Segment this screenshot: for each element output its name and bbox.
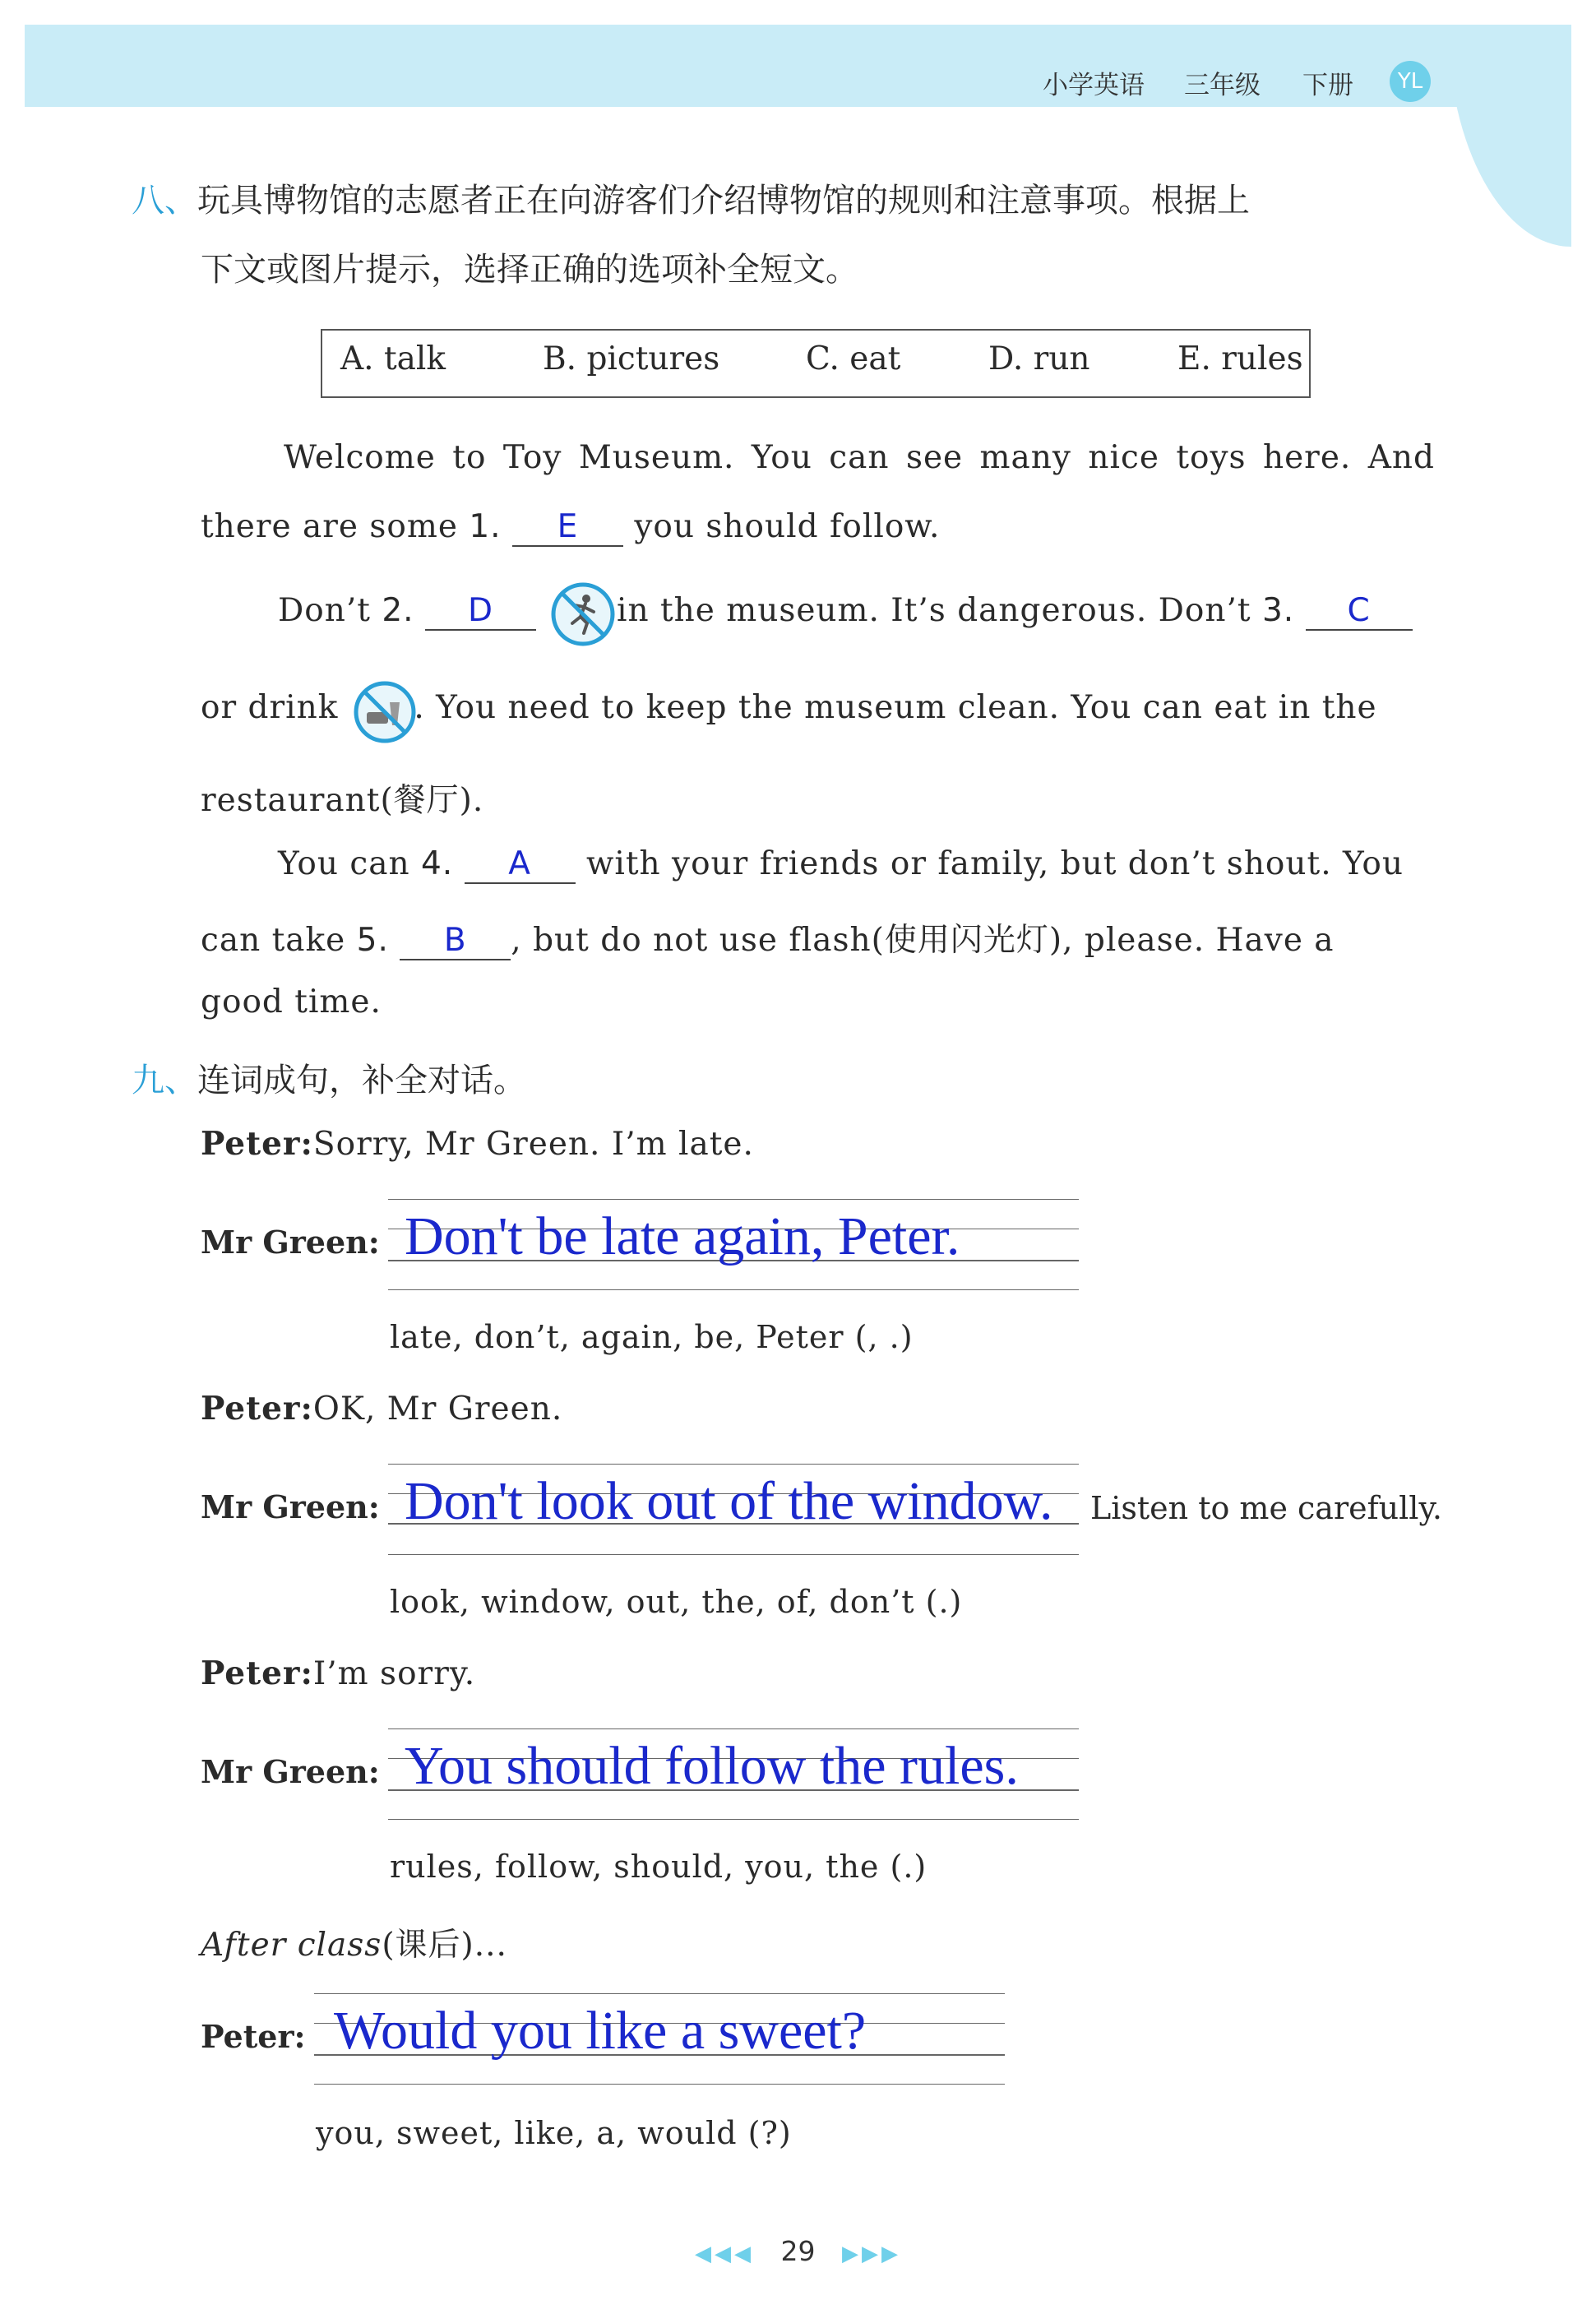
speaker-mr-green-2: Mr Green: xyxy=(201,1488,380,1525)
prev-arrows-icon: ◀◀◀ xyxy=(695,2242,754,2266)
dialogue-peter-3: Peter:I’m sorry. xyxy=(201,1654,476,1692)
header-grade: 三年级 xyxy=(1184,71,1261,100)
answer-2[interactable]: Don't look out of the window. xyxy=(405,1471,1053,1531)
passage-line1: Welcome to Toy Museum. You can see many nice toys here. And xyxy=(284,439,1435,476)
speaker-mr-green-1: Mr Green: xyxy=(201,1224,380,1261)
word-cue-3: rules, follow, should, you, the (.) xyxy=(390,1849,928,1885)
word-cue-2: look, window, out, the, of, don’t (.) xyxy=(390,1584,963,1620)
blank-2[interactable]: D xyxy=(425,592,536,631)
option-c: C. eat xyxy=(806,340,901,377)
passage-line2: there are some 1. E you should follow. xyxy=(201,508,941,545)
blank-5[interactable]: B xyxy=(400,922,511,960)
blank-1[interactable]: E xyxy=(512,508,623,547)
writing-line xyxy=(388,1289,1079,1290)
writing-line xyxy=(314,1993,1005,1994)
passage-line6: You can 4. A with your friends or family, but don’t shout. You xyxy=(278,845,1404,882)
passage-line4: or drink . You need to keep the museum clean. You can eat in the xyxy=(201,689,1377,726)
passage-line7: can take 5. B , but do not use flash(使用闪光灯), please. Have a xyxy=(201,922,1335,959)
word-cue-1: late, don’t, again, be, Peter (, .) xyxy=(390,1319,914,1355)
writing-line xyxy=(388,1728,1079,1729)
mr-green-2-continuation: Listen to me carefully. xyxy=(1090,1490,1442,1526)
writing-line xyxy=(388,1464,1079,1465)
section8-instruction-line2: 下文或图片提示，选择正确的选项补全短文。 xyxy=(201,251,858,289)
section9-number: 九、 xyxy=(132,1062,197,1099)
answer-1[interactable]: Don't be late again, Peter. xyxy=(405,1206,960,1266)
option-e: E. rules xyxy=(1177,340,1303,377)
speaker-peter-4: Peter: xyxy=(201,2018,306,2055)
next-arrows-icon: ▶▶▶ xyxy=(842,2242,901,2266)
after-class-heading: After class(课后)... xyxy=(201,1927,507,1964)
writing-line xyxy=(314,2084,1005,2085)
passage-line3: Don’t 2. D in the museum. It’s dangerous. Don’t 3. C xyxy=(278,592,1413,631)
header-wave-decoration xyxy=(1448,25,1571,247)
header-badge: YL xyxy=(1390,61,1431,102)
page-number: 29 xyxy=(780,2235,816,2267)
page-footer xyxy=(0,2235,1596,2267)
option-a: A. talk xyxy=(340,340,446,377)
no-running-icon xyxy=(549,581,617,648)
blank-3[interactable]: C xyxy=(1306,592,1413,631)
dialogue-peter-1: Peter:Sorry, Mr Green. I’m late. xyxy=(201,1125,754,1163)
answer-4[interactable]: Would you like a sweet? xyxy=(334,2001,867,2061)
section8-instruction-line1: 八、玩具博物馆的志愿者正在向游客们介绍博物馆的规则和注意事项。根据上 xyxy=(132,182,1250,220)
header-volume: 下册 xyxy=(1302,71,1353,100)
dialogue-peter-2: Peter:OK, Mr Green. xyxy=(201,1390,563,1428)
writing-line xyxy=(388,1819,1079,1820)
writing-line xyxy=(388,1554,1079,1555)
blank-4[interactable]: A xyxy=(465,845,576,884)
section8-number: 八、 xyxy=(132,182,197,220)
passage-line5: restaurant(餐厅). xyxy=(201,782,484,819)
options-box xyxy=(321,329,1311,398)
section9-instruction: 九、连词成句，补全对话。 xyxy=(132,1062,526,1099)
passage-line8: good time. xyxy=(201,983,382,1020)
option-d: D. run xyxy=(988,340,1090,377)
writing-line xyxy=(388,1199,1079,1200)
word-cue-4: you, sweet, like, a, would (?) xyxy=(316,2115,792,2151)
speaker-mr-green-3: Mr Green: xyxy=(201,1753,380,1790)
header-subject: 小学英语 xyxy=(1043,71,1145,100)
no-eating-drinking-icon xyxy=(352,679,418,745)
option-b: B. pictures xyxy=(543,340,720,377)
answer-3[interactable]: You should follow the rules. xyxy=(405,1736,1019,1796)
